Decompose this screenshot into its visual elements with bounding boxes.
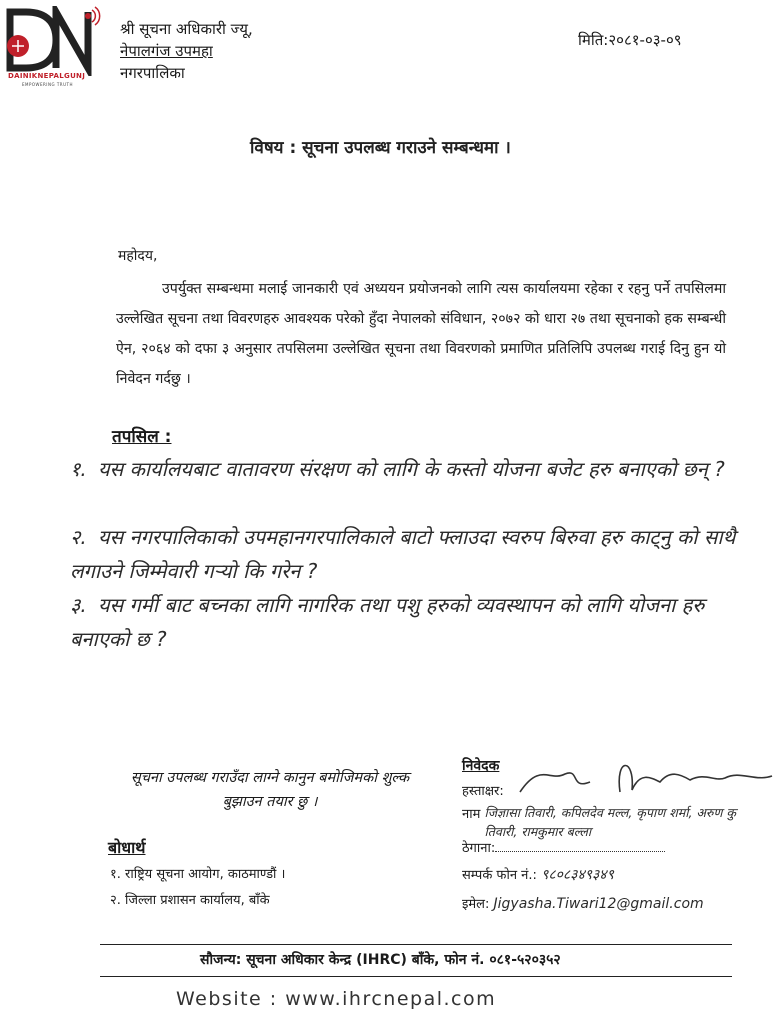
applicant-details [462, 780, 755, 916]
name-value: जिज्ञासा तिवारी, कपिलदेव मल्ल, कृपाण शर्मा, अरुण कु तिवारी, रामकुमार बल्ला [484, 805, 737, 839]
address-line-1: श्री सूचना अधिकारी ज्यू, [120, 20, 253, 38]
copy-to-item: १. राष्ट्रिय सूचना आयोग, काठमाण्डौं । [110, 867, 286, 882]
website-link[interactable]: Website : www.ihrcnepal.com [176, 988, 497, 1010]
copy-to-heading: बोधार्थ [108, 838, 146, 857]
letter-body [116, 274, 726, 394]
item-text: यस नगरपालिकाको उपमहानगरपालिकाले बाटो फ्लाउदा स्वरुप बिरुवा हरु काट्नु को साथै लगाउने जिम्मेवारी गर्‍यो कि गरेन ? [70, 525, 736, 583]
body-text: उपर्युक्त सम्बन्धमा मलाई जानकारी एवं अध्ययन प्रयोजनको लागि त्यस कार्यालयमा रहेका र रहनु पर्ने तपसिलमा उल्लेखित सूचना तथा विवरणहरु आवश्यक परेको हुँदा नेपालको संविधान, २०७२ को धारा २७ तथा सूचनाको हक सम्बन्धी ऐन, २०६४ को दफा ३ अनुसार तपसिलमा उल्लेखित सूचना तथा विवरणको प्रमाणित प्रतिलिपि उपलब्ध गराई दिनु हुन यो निवेदन गर्दछु । [116, 281, 726, 387]
address-line-3: नगरपालिका [120, 64, 185, 82]
name-row [462, 803, 755, 841]
address-label: ठेगाना [462, 841, 491, 856]
greeting: महोदय, [118, 248, 158, 264]
phone-value: ९८०८३४९३४९ [541, 867, 614, 883]
footer-courtesy: सौजन्य: सूचना अधिकार केन्द्र (IHRC) बाँके, फोन नं. ०८१-५२०३५२ [200, 952, 561, 968]
letter-subject: विषय : सूचना उपलब्ध गराउने सम्बन्धमा । [250, 138, 511, 158]
name-label: नाम [462, 807, 481, 822]
item-number: ३. [70, 593, 87, 617]
phone-label: सम्पर्क फोन नं. [462, 868, 533, 883]
item-number: १. [70, 457, 87, 481]
item-number: २. [70, 525, 87, 549]
address-row: ठेगाना: [462, 837, 755, 860]
item-text: यस गर्मी बाट बच्नका लागि नागरिक तथा पशु हरुको व्यवस्थापन को लागि योजना हरु बनाएको छ ? [70, 593, 705, 651]
logo-tagline: EMPOWERING TRUTH [22, 82, 73, 87]
signature-row: हस्ताक्षर: [462, 784, 504, 799]
email-value: Jigyasha.Tiwari12@gmail.com [493, 896, 704, 912]
request-item [70, 588, 750, 656]
item-text: यस कार्यालयबाट वातावरण संरक्षण को लागि के कस्तो योजना बजेट हरु बनाएको छन् ? [98, 457, 725, 481]
letter-date: मिति:२०८१-०३-०९ [578, 31, 682, 49]
recipient-address [120, 18, 253, 84]
applicant-heading: निवेदक [462, 758, 500, 774]
email-label: इमेल [462, 897, 485, 912]
footer-divider-top [100, 944, 732, 945]
fee-note: सूचना उपलब्ध गराउँदा लाग्ने कानुन बमोजिमको शुल्क बुझाउन तयार छु । [130, 770, 410, 810]
address-line-2: नेपालगंज उपमहा [120, 42, 213, 60]
email-row: इमेल: Jigyasha.Tiwari12@gmail.com [462, 896, 704, 912]
details-heading: तपसिल : [112, 427, 172, 447]
request-item [70, 452, 750, 486]
logo-caption: DAINIKNEPALGUNJ [8, 72, 86, 80]
phone-row: सम्पर्क फोन नं.: ९८०८३४९३४९ [462, 867, 614, 883]
copy-to-list [110, 862, 285, 914]
copy-to-item: २. जिल्ला प्रशासन कार्यालय, बाँके [110, 893, 270, 908]
signature-label: हस्ताक्षर [462, 784, 500, 799]
footer-divider-bottom [100, 976, 732, 977]
request-item [70, 520, 750, 588]
